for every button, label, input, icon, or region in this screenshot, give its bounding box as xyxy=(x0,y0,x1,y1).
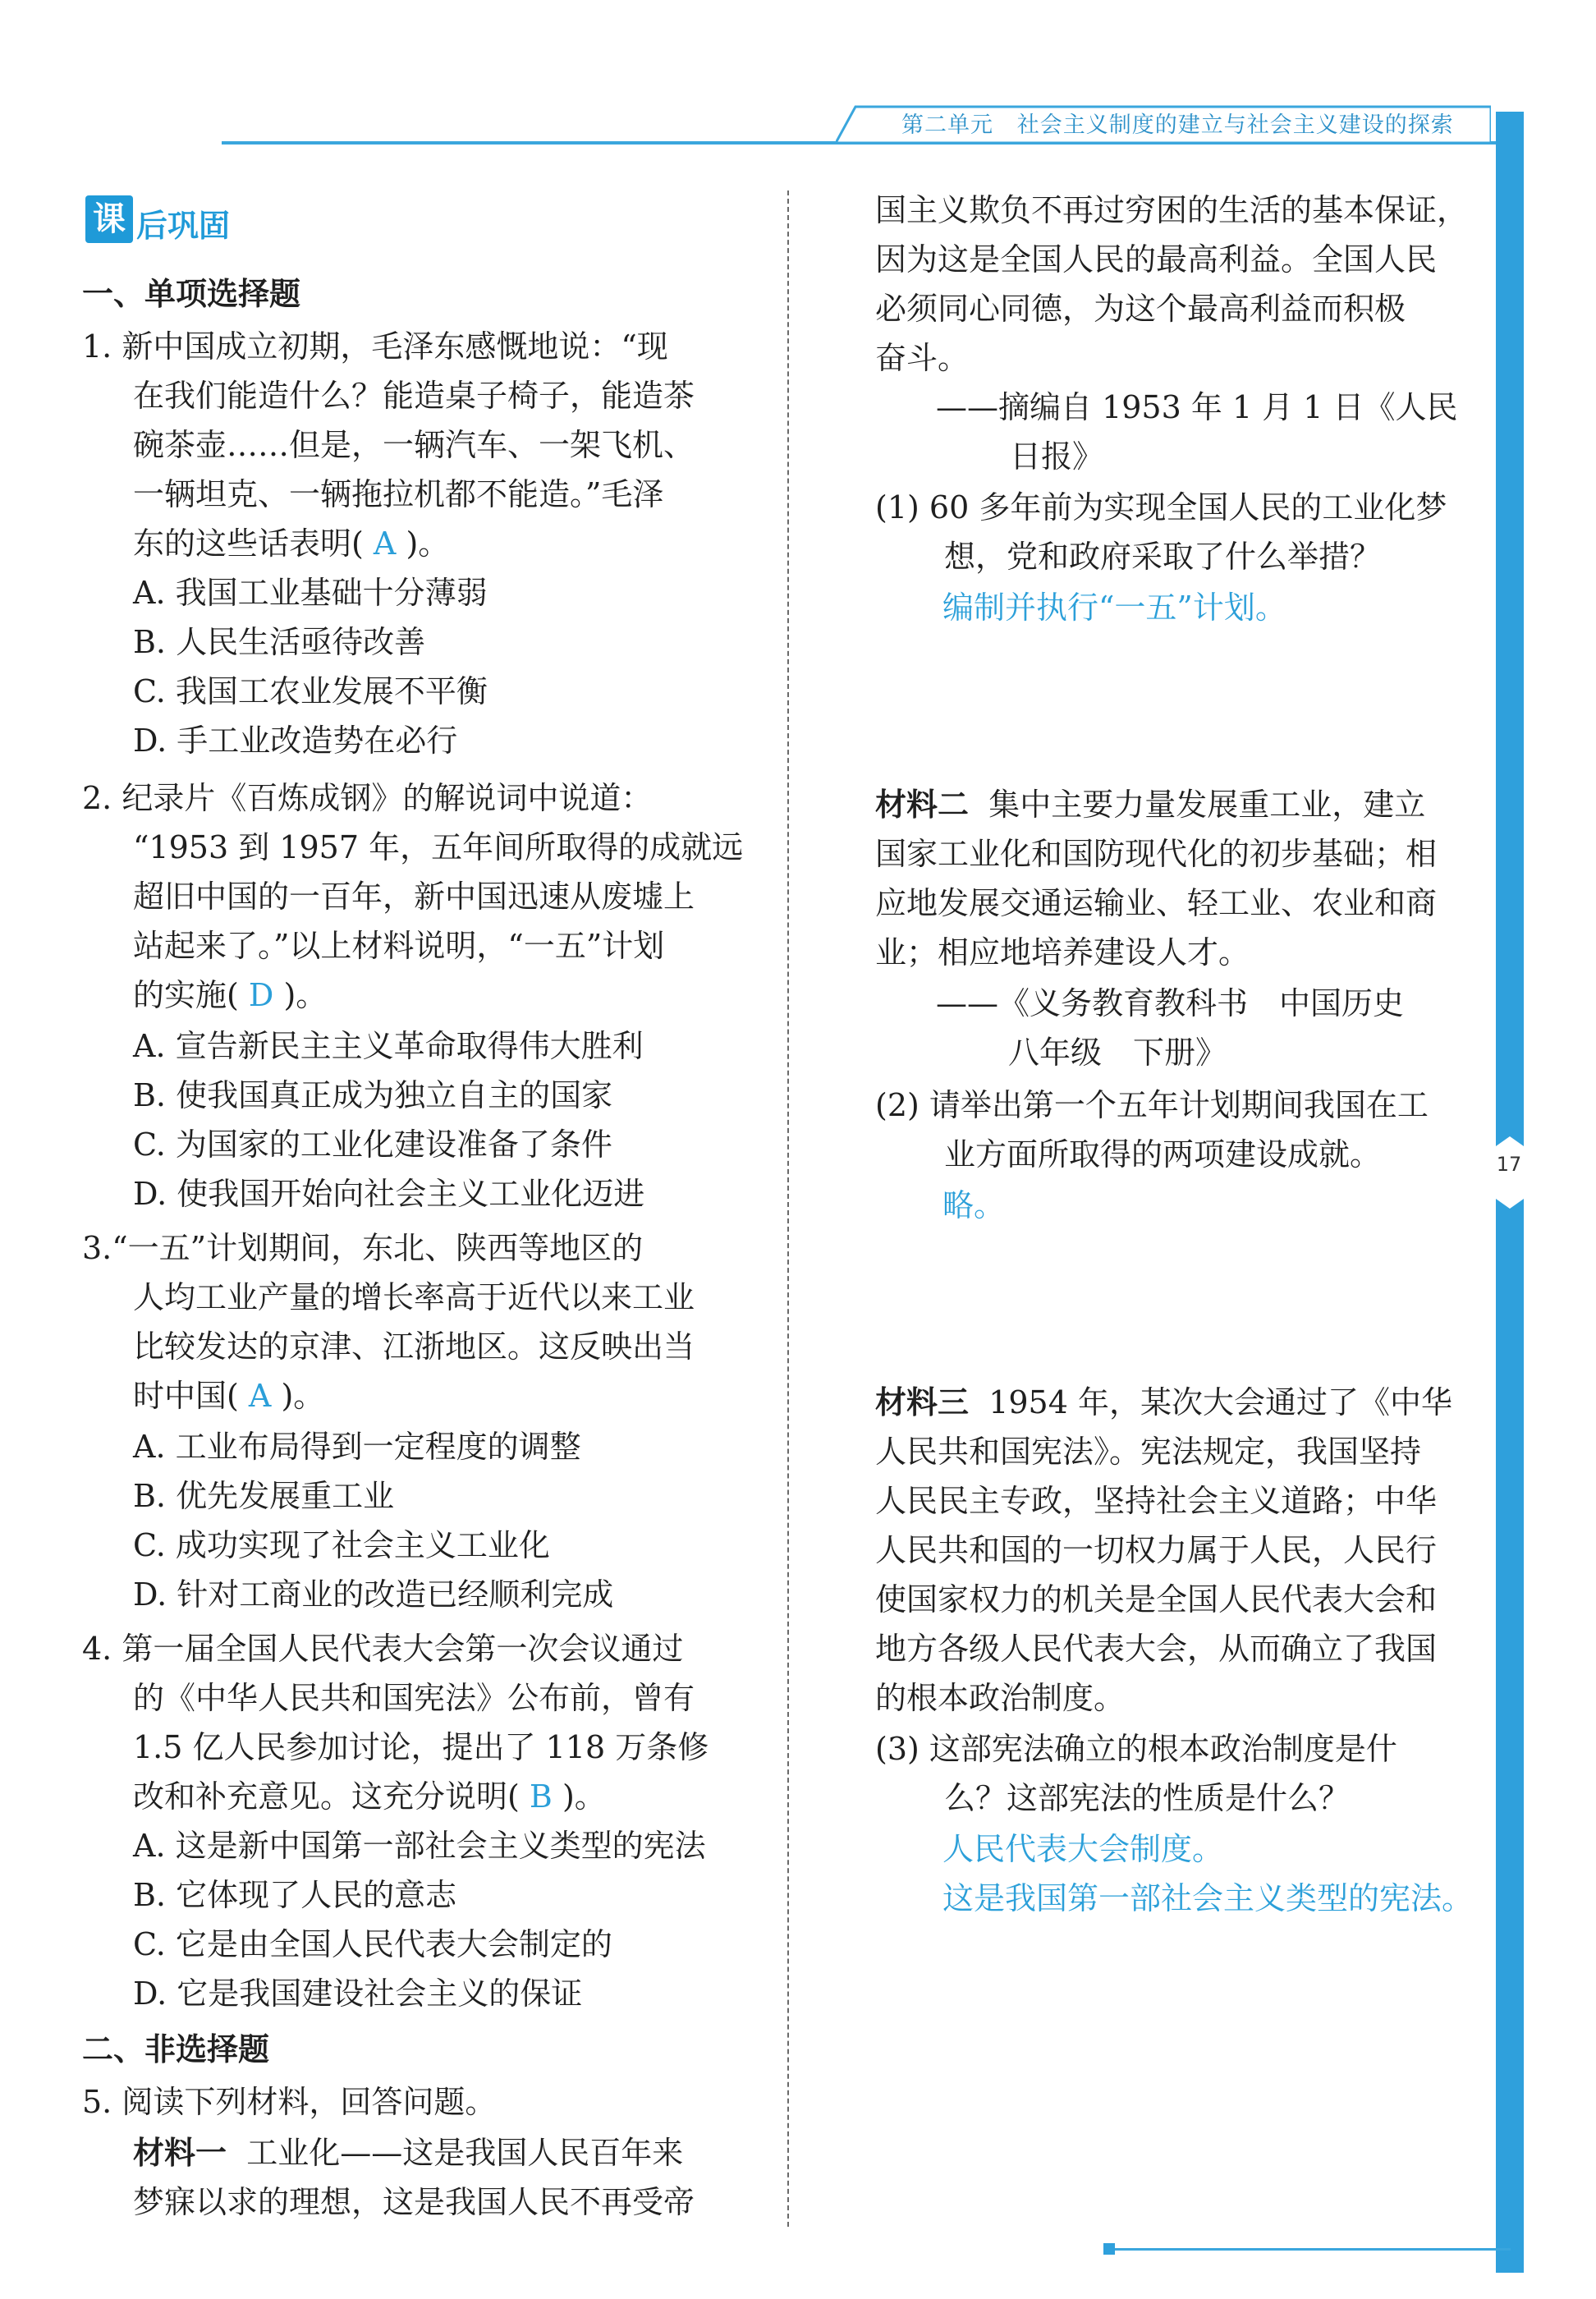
q4-line: 1.5 亿人民参加讨论，提出了 118 万条修 xyxy=(133,1729,709,1765)
q3-line: 人均工业产量的增长率高于近代以来工业 xyxy=(133,1279,695,1315)
q1-option-b: B. 人民生活亟待改善 xyxy=(133,624,426,660)
header-unit: 第二单元 xyxy=(901,112,993,138)
side-bar-notch-top xyxy=(1496,1127,1524,1146)
material2-source: ——《义务教育教科书 中国历史 xyxy=(936,985,1405,1021)
material3-label: 材料三 xyxy=(875,1384,970,1420)
q4-option-b: B. 它体现了人民的意志 xyxy=(133,1877,457,1913)
material3-line: 的根本政治制度。 xyxy=(875,1680,1126,1716)
header-text xyxy=(901,107,1454,139)
q3-option-d: D. 针对工商业的改造已经顺利完成 xyxy=(133,1576,614,1613)
q4-stem-end: 改和补充意见。这充分说明( B )。 xyxy=(133,1778,606,1815)
q1-line: 一辆坦克、一辆拖拉机都不能造。”毛泽 xyxy=(133,476,664,512)
q3-option-b: B. 优先发展重工业 xyxy=(133,1478,395,1514)
footer-square xyxy=(1103,2243,1115,2255)
material1-source: ——摘编自 1953 年 1 月 1 日《人民 xyxy=(936,389,1458,425)
q1-option-d: D. 手工业改造势在必行 xyxy=(133,723,458,759)
q1-option-a: A. 我国工业基础十分薄弱 xyxy=(133,575,488,611)
q2-line: 站起来了。”以上材料说明，“一五”计划 xyxy=(133,928,665,964)
q4-answer: B xyxy=(529,1778,553,1815)
q2-option-c: C. 为国家的工业化建设准备了条件 xyxy=(133,1127,612,1163)
side-bar-bottom xyxy=(1496,1214,1524,2273)
q2-option-d: D. 使我国开始向社会主义工业化迈进 xyxy=(133,1176,645,1212)
material1-source: 日报》 xyxy=(1010,438,1104,475)
section-title: 后巩固 xyxy=(136,208,231,244)
material2-line: 国家工业化和国防现代化的初步基础；相 xyxy=(875,836,1438,872)
subq3-answer: 这是我国第一部社会主义类型的宪法。 xyxy=(942,1880,1474,1916)
q3-option-c: C. 成功实现了社会主义工业化 xyxy=(133,1527,550,1563)
q3-line: 比较发达的京津、江浙地区。这反映出当 xyxy=(133,1328,695,1365)
q3-answer: A xyxy=(248,1378,272,1414)
q2-line: 超旧中国的一百年，新中国迅速从废墟上 xyxy=(133,879,695,915)
section-badge: 课 xyxy=(85,195,133,243)
subq3-answer: 人民代表大会制度。 xyxy=(942,1831,1224,1867)
q2-stem-end: 的实施( D )。 xyxy=(133,977,328,1013)
q4-option-c: C. 它是由全国人民代表大会制定的 xyxy=(133,1926,612,1962)
q2-option-a: A. 宣告新民主主义革命取得伟大胜利 xyxy=(133,1028,644,1064)
q5-intro: 5. 阅读下列材料，回答问题。 xyxy=(82,2084,497,2120)
q2-line: “1953 到 1957 年，五年间所取得的成就远 xyxy=(133,829,744,865)
q2-line: 2. 纪录片《百炼成钢》的解说词中说道： xyxy=(82,780,653,816)
part1-heading: 一、单项选择题 xyxy=(82,276,301,312)
q2-option-b: B. 使我国真正成为独立自主的国家 xyxy=(133,1077,613,1113)
material1-line: 必须同心同德，为这个最高利益而积极 xyxy=(875,291,1406,327)
subq3-line: 么？这部宪法的性质是什么？ xyxy=(944,1780,1351,1816)
subq2-answer: 略。 xyxy=(942,1187,1006,1223)
material3-line: 地方各级人民代表大会，从而确立了我国 xyxy=(875,1631,1438,1667)
part2-heading: 二、非选择题 xyxy=(82,2031,270,2067)
subq1-line: (1) 60 多年前为实现全国人民的工业化梦 xyxy=(875,489,1447,525)
material3-line: 人民共和国的一切权力属于人民，人民行 xyxy=(875,1532,1438,1568)
q1-stem-end: 东的这些话表明( A )。 xyxy=(133,525,450,562)
q4-option-a: A. 这是新中国第一部社会主义类型的宪法 xyxy=(133,1828,706,1864)
material3-line: 使国家权力的机关是全国人民代表大会和 xyxy=(875,1581,1438,1618)
subq1-answer: 编制并执行“一五”计划。 xyxy=(942,590,1286,626)
material2-line: 应地发展交通运输业、轻工业、农业和商 xyxy=(875,885,1438,921)
material2-first-line: 材料二 集中主要力量发展重工业，建立 xyxy=(875,787,1426,823)
column-divider xyxy=(787,190,789,2227)
page-number: 17 xyxy=(1496,1153,1522,1176)
q1-option-c: C. 我国工农业发展不平衡 xyxy=(133,673,488,709)
q1-line: 在我们能造什么？能造桌子椅子，能造茶 xyxy=(133,378,695,414)
subq1-line: 想，党和政府采取了什么举措？ xyxy=(944,539,1382,575)
material1-label: 材料一 xyxy=(133,2135,227,2171)
q2-answer: D xyxy=(248,977,274,1013)
material3-line: 人民共和国宪法》。宪法规定，我国坚持 xyxy=(875,1434,1422,1470)
q1-answer: A xyxy=(373,525,397,562)
material2-line: 业；相应地培养建设人才。 xyxy=(875,934,1250,971)
header-title: 社会主义制度的建立与社会主义建设的探索 xyxy=(1016,112,1454,138)
material1-first-line: 材料一 工业化——这是我国人民百年来 xyxy=(133,2135,684,2171)
q4-line: 的《中华人民共和国宪法》公布前，曾有 xyxy=(133,1680,695,1716)
side-bar-top xyxy=(1496,112,1524,1133)
material2-label: 材料二 xyxy=(875,787,970,823)
subq3-line: (3) 这部宪法确立的根本政治制度是什 xyxy=(875,1731,1397,1767)
material1-line: 因为这是全国人民的最高利益。全国人民 xyxy=(875,241,1438,278)
q3-line: 3.“一五”计划期间，东北、陕西等地区的 xyxy=(82,1230,644,1266)
q1-line: 1. 新中国成立初期，毛泽东感慨地说：“现 xyxy=(82,328,668,365)
footer-rule xyxy=(1108,2248,1511,2251)
q4-option-d: D. 它是我国建设社会主义的保证 xyxy=(133,1975,583,2012)
q4-line: 4. 第一届全国人民代表大会第一次会议通过 xyxy=(82,1631,684,1667)
material2-source: 八年级 下册》 xyxy=(1008,1035,1227,1071)
material1-line: 国主义欺负不再过穷困的生活的基本保证， xyxy=(875,192,1469,228)
q3-option-a: A. 工业布局得到一定程度的调整 xyxy=(133,1429,581,1465)
material3-first-line: 材料三 1954 年，某次大会通过了《中华 xyxy=(875,1384,1452,1420)
q3-stem-end: 时中国( A )。 xyxy=(133,1378,325,1414)
subq2-line: 业方面所取得的两项建设成就。 xyxy=(944,1136,1382,1172)
material1-line: 奋斗。 xyxy=(875,340,970,376)
material3-line: 人民民主专政，坚持社会主义道路；中华 xyxy=(875,1483,1438,1519)
material1-line: 梦寐以求的理想，这是我国人民不再受帝 xyxy=(133,2184,695,2220)
q1-line: 碗茶壶……但是，一辆汽车、一架飞机、 xyxy=(133,427,695,463)
subq2-line: (2) 请举出第一个五年计划期间我国在工 xyxy=(875,1087,1429,1123)
